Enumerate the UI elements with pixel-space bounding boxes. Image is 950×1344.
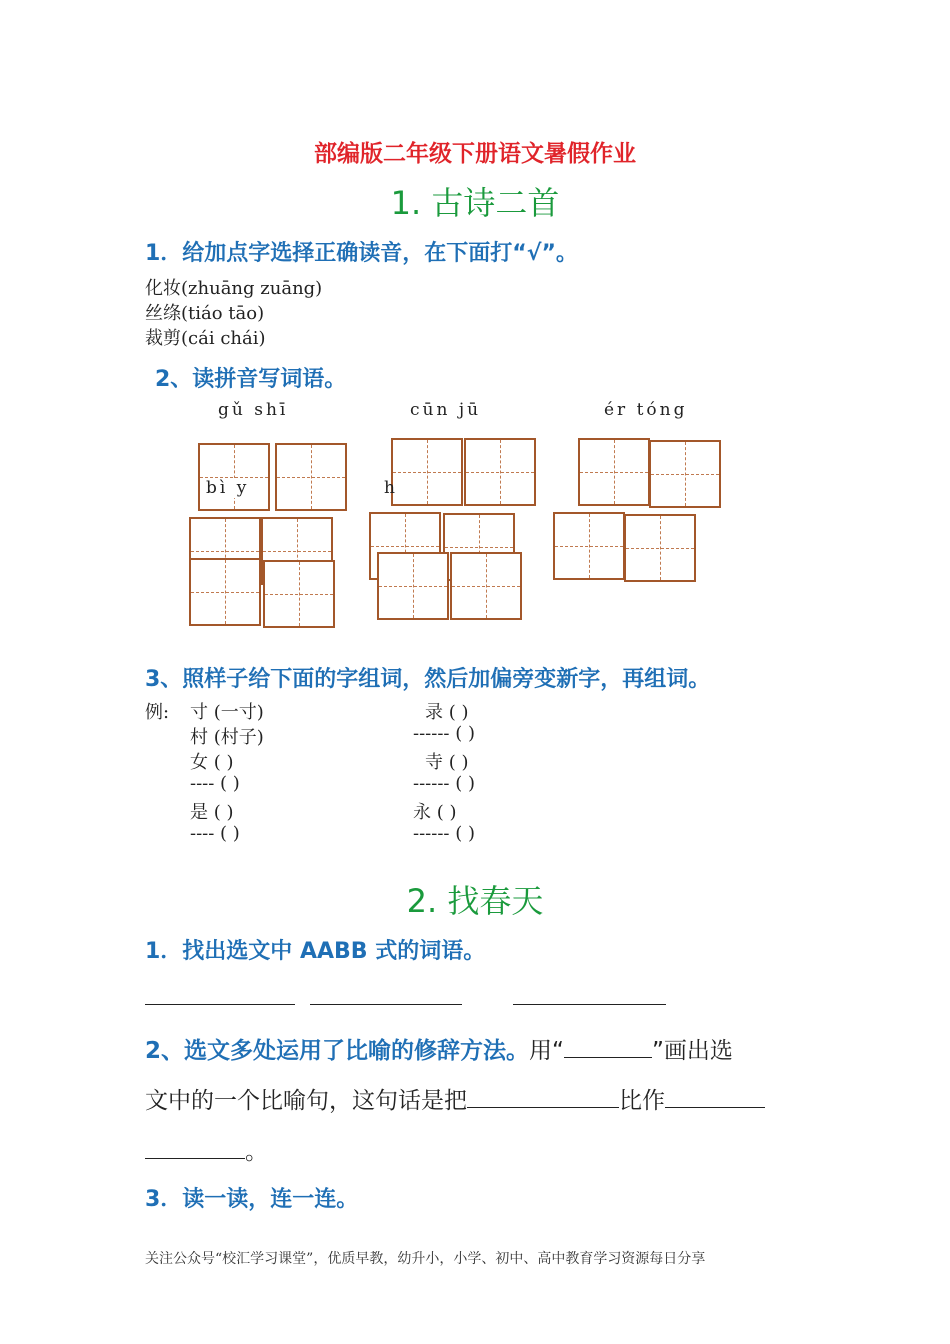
word-right-6: ------ ( ) bbox=[413, 823, 475, 844]
answer-blank[interactable] bbox=[513, 986, 666, 1005]
word-right-2: ------ ( ) bbox=[413, 723, 475, 744]
lesson-2-question-1: 1．找出选文中 AABB 式的词语。 bbox=[145, 939, 486, 964]
writing-grid[interactable] bbox=[624, 514, 696, 582]
word-right-3: 寺 ( ) bbox=[425, 752, 469, 773]
lesson-1-heading: 1. 古诗二首 bbox=[390, 184, 560, 222]
word-left-2: 村 (村子) bbox=[190, 727, 264, 748]
pronunciation-item-3: 裁剪(cái chái) bbox=[145, 328, 266, 349]
lesson-2-heading: 2. 找春天 bbox=[406, 882, 544, 920]
pronunciation-item-2: 丝绦(tiáo tāo) bbox=[145, 303, 265, 324]
writing-grid[interactable] bbox=[189, 558, 261, 626]
word-left-5: 是 ( ) bbox=[190, 802, 234, 823]
answer-blank[interactable] bbox=[145, 986, 295, 1005]
pinyin-row2-a: bì y bbox=[206, 478, 250, 498]
pronunciation-item-1: 化妆(zhuāng zuāng) bbox=[145, 278, 323, 299]
example-label: 例: bbox=[145, 702, 170, 723]
pinyin-ertong: ér tóng bbox=[604, 400, 688, 420]
writing-grid[interactable] bbox=[450, 552, 522, 620]
writing-grid[interactable] bbox=[275, 443, 347, 511]
footer-note: 关注公众号“校汇学习课堂”，优质早教，幼升小，小学、初中、高中教育学习资源每日分享 bbox=[145, 1251, 706, 1267]
writing-grid[interactable] bbox=[649, 440, 721, 508]
answer-blank[interactable] bbox=[467, 1089, 619, 1108]
answer-blank[interactable] bbox=[145, 1140, 245, 1159]
pinyin-gushi: gǔ shī bbox=[218, 400, 289, 420]
lesson-1-question-3: 3、照样子给下面的字组词，然后加偏旁变新字，再组词。 bbox=[145, 667, 711, 692]
writing-grid[interactable] bbox=[464, 438, 536, 506]
answer-blank[interactable] bbox=[310, 986, 462, 1005]
word-left-3: 女 ( ) bbox=[190, 752, 234, 773]
writing-grid[interactable] bbox=[553, 512, 625, 580]
word-right-5: 永 ( ) bbox=[413, 802, 457, 823]
lesson-2-question-2-line-2: 文中的一个比喻句，这句话是把 比作 bbox=[145, 1082, 765, 1115]
document-title: 部编版二年级下册语文暑假作业 bbox=[314, 141, 636, 167]
word-right-4: ------ ( ) bbox=[413, 773, 475, 794]
lesson-1-question-2: 2、读拼音写词语。 bbox=[155, 367, 347, 392]
word-left-1: 寸 (一寸) bbox=[190, 702, 264, 723]
word-left-4: ---- ( ) bbox=[190, 773, 240, 794]
lesson-2-question-2: 2、选文多处运用了比喻的修辞方法。 bbox=[145, 1038, 530, 1064]
lesson-2-question-2-line-1: 2、选文多处运用了比喻的修辞方法。用“ ”画出选 bbox=[145, 1038, 733, 1064]
pinyin-cunju: cūn jū bbox=[410, 400, 482, 420]
writing-grid[interactable] bbox=[391, 438, 463, 506]
writing-grid[interactable] bbox=[198, 443, 270, 511]
underline-blank[interactable] bbox=[564, 1039, 652, 1058]
word-right-1: 录 ( ) bbox=[425, 702, 469, 723]
answer-blank[interactable] bbox=[665, 1089, 765, 1108]
writing-grid[interactable] bbox=[578, 438, 650, 506]
pinyin-row2-b: h bbox=[384, 478, 398, 498]
word-left-6: ---- ( ) bbox=[190, 823, 240, 844]
writing-grid[interactable] bbox=[377, 552, 449, 620]
lesson-1-question-1: 1．给加点字选择正确读音，在下面打“√”。 bbox=[145, 241, 578, 266]
writing-grid[interactable] bbox=[263, 560, 335, 628]
lesson-2-question-2-line-3: 。 bbox=[145, 1133, 268, 1166]
lesson-2-question-3: 3．读一读，连一连。 bbox=[145, 1187, 359, 1212]
